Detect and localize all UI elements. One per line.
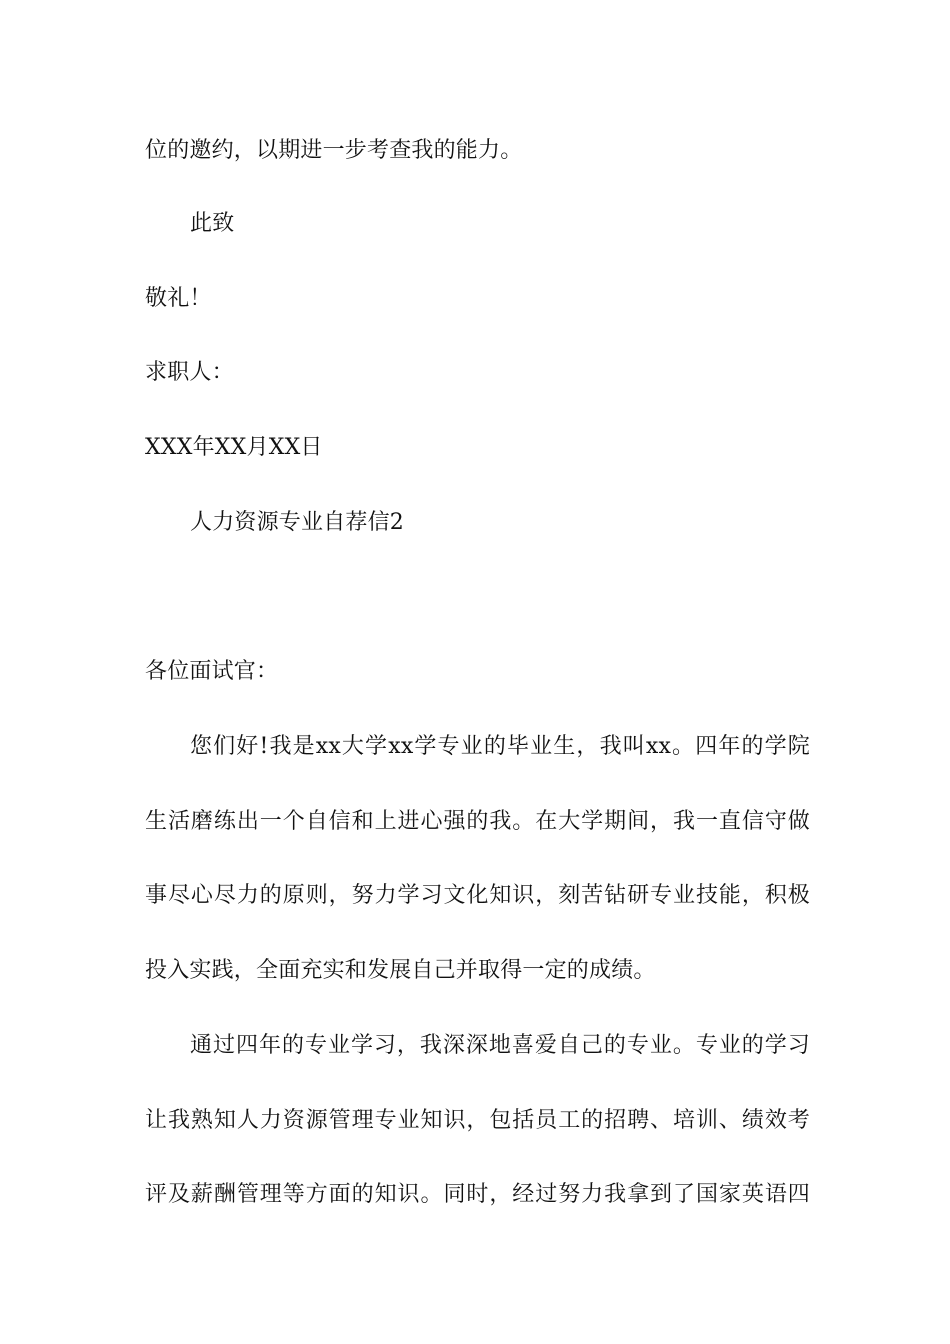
paragraph-line-1: 位的邀约，以期进一步考查我的能力。 (145, 138, 523, 163)
paragraph-line-6: 通过四年的专业学习，我深深地喜爱自己的专业。专业的学习 (190, 1033, 810, 1058)
paragraph-line-2: 您们好!我是xx大学xx学专业的毕业生，我叫xx。四年的学院 (190, 734, 810, 759)
paragraph-line-3: 生活磨练出一个自信和上进心强的我。在大学期间，我一直信守做 (145, 809, 810, 834)
paragraph-line-4: 事尽心尽力的原则，努力学习文化知识，刻苦钻研专业技能，积极 (145, 883, 810, 908)
date-line: XXX年XX月XX日 (145, 435, 323, 460)
closing-salutation: 此致 (190, 211, 235, 236)
paragraph-line-8: 评及薪酬管理等方面的知识。同时，经过努力我拿到了国家英语四 (145, 1182, 810, 1207)
applicant-label: 求职人： (145, 360, 234, 385)
closing-respect: 敬礼！ (145, 286, 212, 311)
paragraph-line-7: 让我熟知人力资源管理专业知识，包括员工的招聘、培训、绩效考 (145, 1108, 810, 1133)
greeting-line: 各位面试官： (145, 659, 279, 684)
section-title: 人力资源专业自荐信2 (190, 510, 404, 535)
paragraph-line-5: 投入实践，全面充实和发展自己并取得一定的成绩。 (145, 958, 656, 983)
